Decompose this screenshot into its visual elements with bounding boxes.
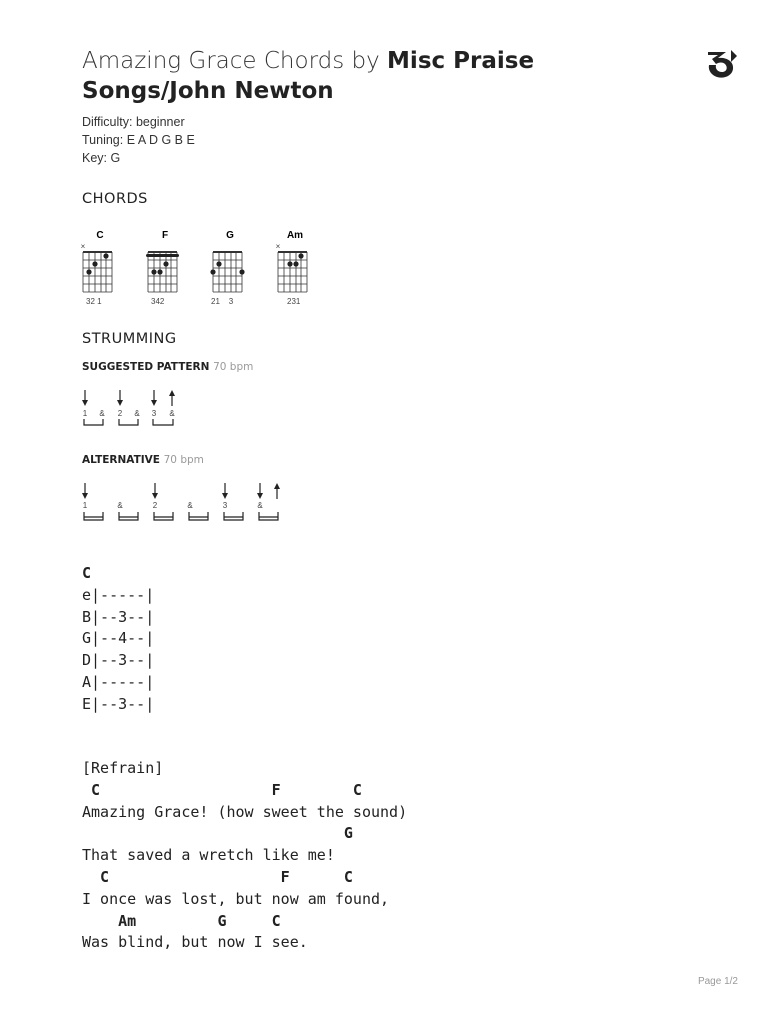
chord-fingers: 342	[151, 297, 165, 306]
tab-line: B|--3--|	[82, 607, 155, 626]
count-1: 1	[82, 501, 88, 510]
count-3: 3	[222, 501, 228, 510]
chord-fingers: 32 1	[86, 297, 102, 306]
alternative-label: ALTERNATIVE	[82, 454, 160, 466]
count-and: &	[134, 409, 140, 418]
lyric-line: That saved a wretch like me!	[82, 846, 335, 865]
difficulty-text: Difficulty: beginner	[82, 115, 185, 129]
tab-line: D|--3--|	[82, 651, 155, 670]
title-prefix: Amazing Grace Chords by	[82, 48, 388, 74]
count-2: 2	[152, 501, 158, 510]
count-1: 1	[82, 409, 88, 418]
chord-line: C F C	[82, 867, 353, 886]
page-number: Page 1/2	[697, 976, 738, 987]
chord-line: G	[82, 824, 353, 843]
count-and: &	[99, 409, 105, 418]
tab-chord-name: C	[82, 564, 92, 582]
artist-name: Misc Praise Songs/John Newton	[82, 48, 535, 104]
suggested-label: SUGGESTED PATTERN	[82, 361, 210, 373]
chord-name: F	[161, 230, 169, 241]
chord-name: G	[226, 230, 234, 241]
alternative-strum-pattern	[80, 478, 290, 524]
tablature-block	[82, 563, 154, 716]
count-and: &	[117, 501, 123, 510]
strumming-heading: STRUMMING	[82, 331, 177, 347]
song-body	[82, 758, 407, 954]
chord-line: Am G C	[82, 911, 281, 930]
tab-line: G|--4--|	[82, 629, 155, 648]
count-and: &	[169, 409, 175, 418]
chord-fingers: 231	[287, 297, 301, 306]
count-2: 2	[117, 409, 123, 418]
chord-line: C F C	[82, 780, 362, 799]
tab-line: e|-----|	[82, 585, 155, 604]
alternative-pattern-label	[82, 454, 204, 466]
lyric-line: Was blind, but now I see.	[82, 933, 308, 952]
tuning-text: Tuning: E A D G B E	[82, 133, 195, 147]
count-3: 3	[151, 409, 157, 418]
chord-diagram-f	[143, 228, 193, 308]
chord-diagram-c	[78, 228, 128, 308]
lyric-line: Amazing Grace! (how sweet the sound)	[82, 802, 408, 821]
svg-text:×: ×	[80, 242, 86, 251]
ultimate-guitar-logo-icon	[704, 46, 738, 80]
key-text: Key: G	[82, 151, 121, 165]
count-and: &	[187, 501, 193, 510]
svg-text:×: ×	[275, 242, 281, 251]
count-and: &	[257, 501, 263, 510]
lyric-line: I once was lost, but now am found,	[82, 889, 390, 908]
song-meta	[82, 113, 195, 167]
tab-line: A|-----|	[82, 672, 155, 691]
suggested-pattern-label	[82, 361, 253, 373]
chord-diagram-am	[273, 228, 323, 308]
chord-name: C	[96, 230, 104, 241]
tab-line: E|--3--|	[82, 694, 155, 713]
suggested-bpm: 70 bpm	[213, 361, 254, 373]
chord-diagram-g	[208, 228, 258, 308]
alternative-bpm: 70 bpm	[163, 454, 204, 466]
chord-name: Am	[286, 230, 304, 241]
suggested-strum-pattern	[80, 386, 190, 430]
chord-fingers: 21 3	[211, 297, 234, 306]
chords-heading: CHORDS	[82, 191, 148, 207]
section-label: [Refrain]	[82, 759, 164, 777]
song-title	[82, 46, 682, 106]
